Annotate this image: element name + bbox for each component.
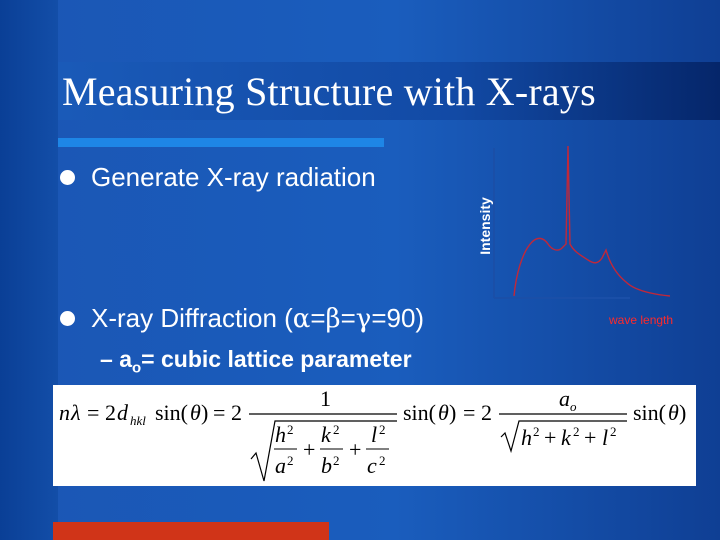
spectrum-svg xyxy=(470,140,700,340)
eq-k-sq-2: 2 xyxy=(573,424,580,439)
bragg-equation xyxy=(53,385,696,486)
eq-plus-4: + xyxy=(584,425,597,450)
eq-h-2: h xyxy=(521,425,532,450)
eq-h-sq-1: 2 xyxy=(287,422,294,437)
eq-sin-2: sin( xyxy=(403,400,436,425)
slide-title: Measuring Structure with X-rays xyxy=(62,69,596,114)
alpha-symbol: α xyxy=(292,304,311,334)
eq-equals-2: = xyxy=(213,400,226,425)
eq-d: d xyxy=(117,400,128,425)
eq-two-1: 2 xyxy=(105,400,116,425)
gamma-symbol: γ xyxy=(355,304,372,334)
eq-b: b xyxy=(321,453,332,478)
eq-l-1: l xyxy=(371,422,378,447)
equals-1: = xyxy=(310,303,326,333)
eq-k-2: k xyxy=(561,425,571,450)
bullet-dot-icon xyxy=(60,170,75,185)
eq-two-2: 2 xyxy=(231,400,242,425)
eq-plus-1: + xyxy=(303,437,316,462)
eq-c-sq: 2 xyxy=(379,453,386,468)
bullet-prefix: X-ray Diffraction ( xyxy=(91,303,293,333)
eq-c: c xyxy=(367,453,377,478)
eq-sin-3: sin( xyxy=(633,400,666,425)
eq-l-sq-1: 2 xyxy=(379,422,386,437)
eq-l-sq-2: 2 xyxy=(610,424,617,439)
sub-o: o xyxy=(131,359,142,377)
eq-theta-2: θ xyxy=(438,400,449,425)
eq-lambda: λ xyxy=(71,400,81,425)
spectrum-curve xyxy=(514,146,670,296)
bullet-dot-icon xyxy=(60,311,75,326)
eq-plus-2: + xyxy=(349,437,362,462)
eq-a: a xyxy=(275,453,286,478)
bullet-text: Generate X-ray radiation xyxy=(91,162,376,192)
eq-theta-1: θ xyxy=(190,400,201,425)
eq-k-sq-1: 2 xyxy=(333,422,340,437)
sub-dash: – xyxy=(100,346,113,372)
sub-bullet-lattice xyxy=(100,346,412,377)
bullet-suffix: =90) xyxy=(371,303,425,333)
bottom-accent-bar xyxy=(53,522,329,540)
eq-hkl: hkl xyxy=(130,413,146,428)
eq-close-3: ) xyxy=(679,400,687,425)
spectrum-graph xyxy=(470,140,700,340)
sub-a: a xyxy=(119,346,132,372)
wavelength-label: wave length xyxy=(609,313,674,327)
eq-h-1: h xyxy=(275,422,286,447)
eq-a-sq: 2 xyxy=(287,453,294,468)
eq-l-2: l xyxy=(602,425,609,450)
eq-b-sq: 2 xyxy=(333,453,340,468)
bullet-diffraction xyxy=(60,303,424,334)
eq-plus-3: + xyxy=(544,425,557,450)
equals-2: = xyxy=(340,303,356,333)
eq-sin-1: sin( xyxy=(155,400,188,425)
intensity-axis-label: Intensity xyxy=(477,197,493,255)
eq-ao-o: o xyxy=(570,399,577,414)
equation-svg xyxy=(53,385,696,486)
eq-two-3: 2 xyxy=(481,400,492,425)
eq-n: n xyxy=(59,400,70,425)
eq-close-1: ) xyxy=(201,400,209,425)
eq-theta-3: θ xyxy=(668,400,679,425)
sub-rest: = cubic lattice parameter xyxy=(141,346,412,372)
eq-close-2: ) xyxy=(449,400,457,425)
beta-symbol: β xyxy=(325,304,341,334)
eq-h-sq-2: 2 xyxy=(533,424,540,439)
eq-ao-a: a xyxy=(559,386,570,411)
left-accent-strip xyxy=(0,0,58,540)
eq-one: 1 xyxy=(320,386,331,411)
title-divider xyxy=(58,138,384,147)
bullet-generate xyxy=(60,162,376,193)
eq-k-1: k xyxy=(321,422,331,447)
eq-equals-1: = xyxy=(87,400,100,425)
eq-equals-3: = xyxy=(463,400,476,425)
